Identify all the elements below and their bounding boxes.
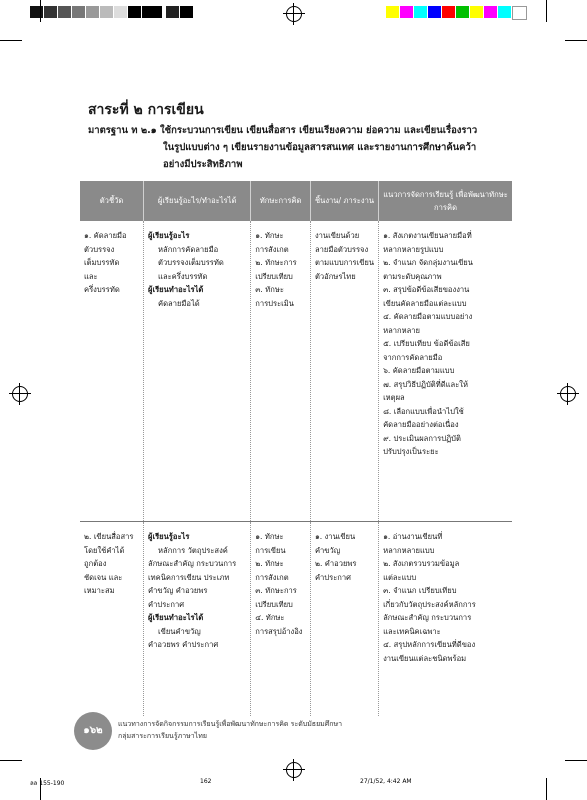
cell-line: ๒. สังเกตรวบรวมข้อมูล	[383, 559, 460, 568]
registration-mark-top	[286, 6, 302, 22]
slug-page: 162	[200, 778, 212, 785]
standard-line-1: มาตรฐาน ท ๒.๑ ใช้กระบวนการเขียน เขียนสื่อสาร เขียนเรียงความ ย่อความ และเขียนเรื่องราว	[88, 125, 478, 136]
registration-mark-bottom	[286, 762, 302, 778]
cell-thinking-skill	[251, 522, 311, 717]
cell-line: ปรับปรุงเป็นระยะ	[383, 447, 439, 456]
table-row	[80, 221, 512, 522]
cell-line: งานเขียนแต่ละชนิดพร้อม	[383, 653, 467, 663]
cell-line: ๘. เลือกแบบเพื่อนำไปใช้	[383, 406, 464, 416]
cell-line: ๓. ทักษะการ	[255, 586, 297, 595]
cell-line: ๙. ประเมินผลการปฏิบัติ	[383, 433, 461, 443]
cell-line: เขียนคัดลายมือแต่ละแบบ	[383, 298, 467, 308]
cell-line: ตัวอักษรไทย	[314, 271, 356, 281]
slug-file: ลล 155-190	[30, 780, 65, 787]
cell-line: เปรียบเทียบ	[255, 599, 293, 609]
cell-line: ๔. ทักษะ	[255, 613, 285, 622]
cell-line: ๖. คัดลายมือตามแบบ	[383, 366, 455, 375]
cell-line: หลากหลาย	[383, 325, 420, 335]
cell-line: คำประกาศ	[148, 599, 185, 609]
cell-line: หลักการคัดลายมือ	[158, 244, 219, 254]
cell-line: การสรุปอ้างอิง	[255, 626, 303, 636]
cell-line: ๔. สรุปหลักการเขียนที่ดีของ	[383, 640, 476, 649]
footer-subject: กลุ่มสาระการเรียนรู้ภาษาไทย	[118, 732, 207, 740]
cell-line: การสังเกต	[255, 572, 289, 582]
cell-line: ตามแบบการเขียน	[314, 258, 375, 267]
page-number-badge: ๑๖๒	[74, 712, 112, 750]
cell-line: งานเขียนด้วย	[314, 231, 360, 240]
cell-learning-outcome	[144, 522, 251, 717]
cell-line: หลากหลายแบบ	[383, 545, 435, 555]
slug-timestamp: 27/1/52, 4:42 AM	[360, 778, 412, 785]
cell-line: คำขวัญ	[314, 545, 341, 555]
cell-line: ๑. สังเกตงานเขียนลายมือที่	[383, 231, 472, 240]
cell-line: เกี่ยวกับวัตถุประสงค์หลักการ	[383, 599, 476, 609]
header-approach: แนวการจัดการเรียนรู้ เพื่อพัฒนาทักษะการคิด	[379, 181, 512, 221]
cell-line: คำประกาศ	[314, 572, 351, 582]
cell-line: ตามระดับคุณภาพ	[383, 271, 442, 281]
cell-line: ๔. คัดลายมือตามแบบอย่าง	[383, 312, 473, 321]
cell-line: ๑. คัดลายมือ	[84, 231, 127, 240]
standard-line-2: ในรูปแบบต่าง ๆ เขียนรายงานข้อมูลสารสนเทศ และรายงานการศึกษาค้นคว้า	[163, 142, 477, 153]
table-row	[80, 522, 512, 717]
cell-line: ตัวบรรจงเต็มบรรทัด	[158, 258, 224, 267]
cell-line: ๒. ทักษะการ	[255, 258, 297, 267]
cell-line: ๑. งานเขียน	[314, 532, 356, 541]
standard-statement	[88, 122, 508, 173]
cell-line: ๒. จำแนก จัดกลุ่มงานเขียน	[383, 258, 473, 267]
cell-line: เหตุผล	[383, 393, 405, 402]
cell-task	[310, 221, 378, 522]
registration-mark-left	[12, 386, 28, 402]
header-task: ชิ้นงาน/ ภาระงาน	[310, 181, 378, 221]
cell-line: การเขียน	[255, 545, 286, 555]
cell-line: แต่ละแบบ	[383, 572, 417, 582]
cell-line: ลักษณะสำคัญ กระบวนการ	[383, 613, 472, 622]
header-thinking-skill: ทักษะการคิด	[251, 181, 311, 221]
cell-line: ๒. ทักษะ	[255, 559, 284, 568]
cell-line: เปรียบเทียบ	[255, 271, 293, 281]
cell-line: ถูกต้อง	[84, 559, 107, 568]
cell-line: ๕. เปรียบเทียบ ข้อดีข้อเสีย	[383, 339, 470, 348]
registration-mark-right	[560, 386, 576, 402]
cell-line: หลักการ วัตถุประสงค์	[158, 545, 228, 555]
table-header-row	[80, 181, 512, 221]
cell-line: ผู้เรียนรู้อะไร	[148, 231, 190, 240]
cell-line: ๑. อ่านงานเขียนที่	[383, 532, 443, 541]
cell-approach	[379, 522, 512, 717]
cell-line: คัดลายมือได้	[158, 298, 200, 308]
cell-line: ชัดเจน และ	[84, 572, 123, 582]
cell-line: และครึ่งบรรทัด	[158, 271, 208, 281]
cell-line: ๒. คำอวยพร	[314, 559, 357, 568]
cell-line: จากการคัดลายมือ	[383, 352, 443, 362]
cell-line: ครึ่งบรรทัด	[84, 285, 120, 294]
curriculum-table	[80, 181, 512, 716]
cell-line: ๓. ทักษะ	[255, 285, 284, 294]
cell-line: คัดลายมืออย่างต่อเนื่อง	[383, 420, 459, 429]
cell-line: ๓. สรุปข้อดีข้อเสียของงาน	[383, 285, 470, 294]
header-learning-outcome: ผู้เรียนรู้อะไร/ทำอะไรได้	[144, 181, 251, 221]
cell-line: ๑. ทักษะ	[255, 532, 284, 541]
cell-line: ๒. เขียนสื่อสาร	[84, 532, 134, 541]
cell-line: และเทคนิคเฉพาะ	[383, 626, 441, 636]
footer-book-title: แนวทางการจัดกิจกรรมการเรียนรู้เพื่อพัฒนาทักษะการคิด ระดับมัธยมศึกษา	[118, 720, 343, 728]
cell-line: ผู้เรียนรู้อะไร	[148, 532, 190, 541]
header-indicator: ตัวชี้วัด	[80, 181, 144, 221]
cell-line: ๗. สรุปวิธีปฏิบัติที่ดีและให้	[383, 379, 468, 389]
cell-line: หลากหลายรูปแบบ	[383, 244, 444, 254]
cell-line: เขียนคำขวัญ	[158, 626, 201, 636]
cell-line: คำอวยพร คำประกาศ	[148, 640, 219, 649]
standard-line-3: อย่างมีประสิทธิภาพ	[163, 159, 243, 170]
cell-line: ลายมือตัวบรรจง	[314, 244, 369, 254]
cell-line: ผู้เรียนทำอะไรได้	[148, 613, 204, 622]
cell-line: ๑. ทักษะ	[255, 231, 284, 240]
cell-line: ๓. จำแนก เปรียบเทียบ	[383, 586, 457, 595]
cell-indicator	[80, 221, 144, 522]
cell-approach	[379, 221, 512, 522]
cell-line: เต็มบรรทัด	[84, 258, 120, 267]
cell-line: ลักษณะสำคัญ กระบวนการ	[148, 559, 237, 568]
cell-line: การประเมิน	[255, 298, 294, 308]
cell-line: โดยใช้คำได้	[84, 545, 125, 555]
cell-indicator	[80, 522, 144, 717]
cell-line: ผู้เรียนทำอะไรได้	[148, 285, 204, 294]
cell-line: เหมาะสม	[84, 586, 115, 595]
cell-line: การสังเกต	[255, 244, 289, 254]
section-heading: สาระที่ ๒ การเขียน	[88, 102, 204, 118]
cell-learning-outcome	[144, 221, 251, 522]
cell-task	[310, 522, 378, 717]
cell-line: คำขวัญ คำอวยพร	[148, 586, 208, 595]
cell-line: และ	[84, 271, 98, 281]
cell-line: ตัวบรรจง	[84, 244, 115, 254]
cell-line: เทคนิคการเขียน ประเภท	[148, 572, 230, 582]
cell-thinking-skill	[251, 221, 311, 522]
